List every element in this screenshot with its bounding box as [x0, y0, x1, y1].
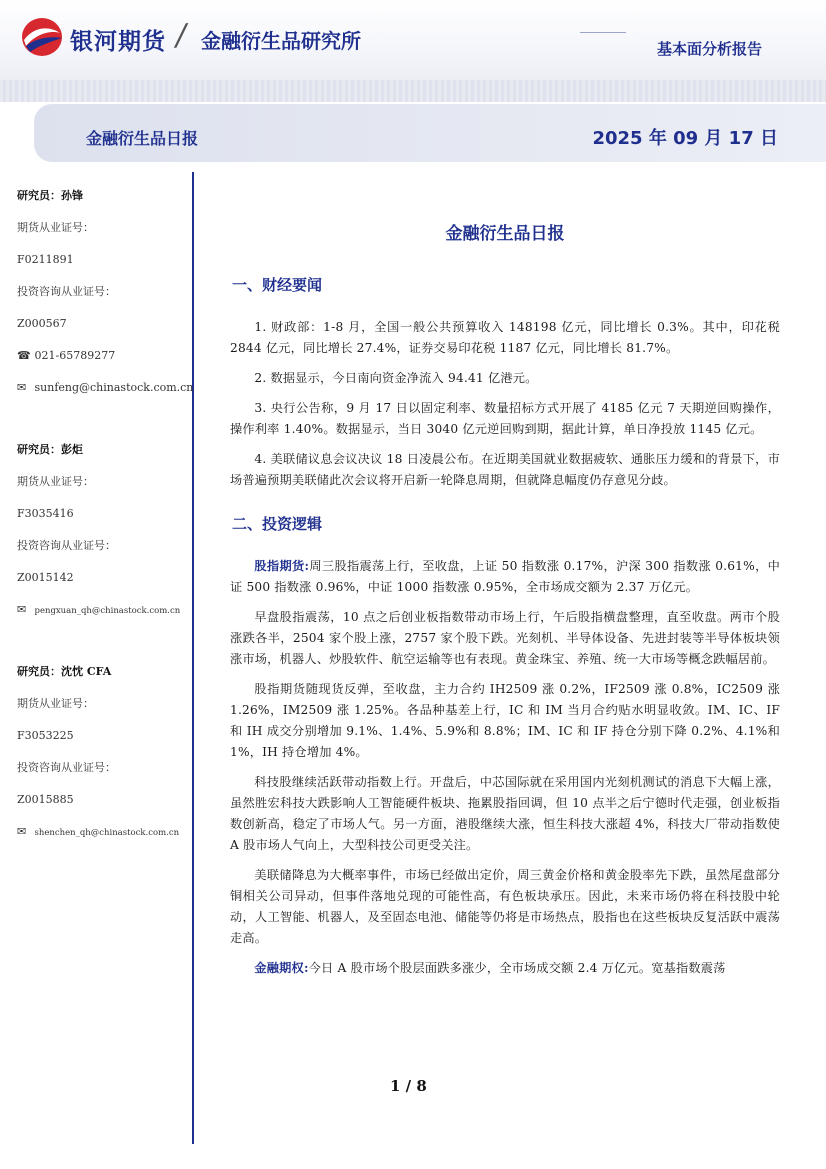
- phone-icon: ☎: [17, 349, 31, 362]
- body-paragraph: 美联储降息为大概率事件，市场已经做出定价，周三黄金价格和黄金股率先下跌，虽然尾盘部分铜相关公司异动，但事件落地兑现的可能性高，有色板块承压。因此，未来市场仍将在科技股中轮动，人工智能、机器人，及至固态电池、储能等仍将是市场热点，股指也在这些板块反复活跃中震荡走高。: [230, 868, 780, 945]
- body-paragraph: 科技股继续活跃带动指数上行。开盘后，中芯国际就在采用国内光刻机测试的消息下大幅上涨，虽然胜宏科技大跌影响人工智能硬件板块、拖累股指回调，但 10 点半之后宁德时代走强，创业板指数创新高，稳定了市场人气。另一方面，港股继续大涨，恒生科技大涨超 4%，科技大厂带动指数使 A 股市场人气向上，大型科技公司更受关注。: [230, 775, 780, 852]
- brand-name: 银河期货: [70, 29, 166, 55]
- report-body: [230, 215, 780, 988]
- options-label: 金融期权:: [254, 961, 309, 975]
- futures-license-label: 期货从业证号：: [17, 475, 94, 488]
- analyst-name: 研究员：彭炬: [17, 443, 83, 456]
- analyst-name: 研究员：沈忱 CFA: [17, 665, 112, 678]
- futures-license-number: F0211891: [17, 253, 74, 266]
- news-item: 1. 财政部：1-8 月，全国一般公共预算收入 148198 亿元，同比增长 0.3%。其中，印花税 2844 亿元，同比增长 27.4%，证券交易印花税 1187 亿元，同比增长 81.7%。: [230, 320, 780, 355]
- header-divider: [580, 32, 626, 33]
- page-number: 1 / 8: [390, 1077, 427, 1095]
- institute-name: 金融衍生品研究所: [201, 29, 361, 53]
- report-series-title: 金融衍生品日报: [86, 129, 199, 148]
- consult-license-number: Z0015142: [17, 571, 74, 584]
- futures-license-label: 期货从业证号：: [17, 697, 94, 710]
- email-row: [17, 602, 185, 634]
- options-paragraph: [230, 958, 780, 979]
- consult-license-label: 投资咨询从业证号：: [17, 539, 116, 552]
- phone-number: 021-65789277: [34, 349, 116, 362]
- email-row: [17, 824, 185, 856]
- email-address[interactable]: pengxuan_qh@chinastock.com.cn: [34, 606, 181, 616]
- futures-license-number: F3035416: [17, 507, 74, 520]
- envelope-icon: ✉: [17, 381, 27, 394]
- envelope-icon: ✉: [17, 603, 27, 616]
- news-item: 2. 数据显示，今日南向资金净流入 94.41 亿港元。: [254, 371, 538, 385]
- report-type: 基本面分析报告: [656, 40, 762, 58]
- index-futures-paragraph: [230, 556, 780, 598]
- index-futures-label: 股指期货:: [254, 559, 310, 573]
- consult-license-number: Z000567: [17, 317, 67, 330]
- analyst-block: [17, 664, 185, 856]
- header-stripe: [0, 80, 826, 102]
- section-heading-logic: 二、投资逻辑: [232, 515, 323, 533]
- index-futures-text: 周三股指震荡上行，至收盘，上证 50 指数涨 0.17%，沪深 300 指数涨 0.61%，中证 500 指数涨 0.96%，中证 1000 指数涨 0.95%，全市场成交额为 2.37 万亿元。: [230, 559, 780, 594]
- consult-license-label: 投资咨询从业证号：: [17, 761, 116, 774]
- consult-license-number: Z0015885: [17, 793, 74, 806]
- envelope-icon: ✉: [17, 825, 27, 838]
- email-address[interactable]: shenchen_qh@chinastock.com.cn: [34, 828, 180, 838]
- body-paragraph: 股指期货随现货反弹，至收盘，主力合约 IH2509 涨 0.2%，IF2509 涨 0.8%，IC2509 涨 1.26%，IM2509 涨 1.25%。各品种基差上行，IC 和 IM 当月合约贴水明显收敛。IM、IC、IF 和 IH 成交分别增加 9.1%、1.4%、5.9%和 8.8%；IM、IC 和 IF 持仓分别下降 0.2%、4.1%和 1%，IH 持仓增加 4%。: [230, 682, 780, 759]
- report-date: 2025 年 09 月 17 日: [592, 128, 778, 149]
- galaxy-logo-icon: [20, 16, 64, 58]
- vertical-divider: [192, 172, 194, 1144]
- news-item: 3. 央行公告称，9 月 17 日以固定利率、数量招标方式开展了 4185 亿元 7 天期逆回购操作，操作利率 1.40%。数据显示，当日 3040 亿元逆回购到期，据此计算，单日净投放 1145 亿元。: [230, 401, 780, 436]
- options-text: 今日 A 股市场个股层面跌多涨少，全市场成交额 2.4 万亿元。宽基指数震荡: [308, 961, 726, 975]
- analyst-name: 研究员：孙锋: [17, 189, 83, 202]
- email-row: [17, 380, 194, 412]
- section-heading-news: 一、财经要闻: [232, 276, 323, 294]
- body-paragraph: 早盘股指震荡，10 点之后创业板指数带动市场上行，午后股指横盘整理，直至收盘。两市个股涨跌各半，2504 家个股上涨，2757 家个股下跌。光刻机、半导体设备、先进封装等半导体板块领涨市场，机器人、炒股软件、航空运输等也有表现。黄金珠宝、养殖、统一大市场等概念跌幅居前。: [230, 610, 780, 666]
- email-address[interactable]: sunfeng@chinastock.com.cn: [34, 381, 194, 394]
- futures-license-number: F3053225: [17, 729, 74, 742]
- header-separator: /: [172, 18, 190, 53]
- consult-license-label: 投资咨询从业证号：: [17, 285, 116, 298]
- phone-row: [17, 348, 185, 380]
- analyst-block: [17, 442, 185, 634]
- news-item: 4. 美联储议息会议决议 18 日凌晨公布。在近期美国就业数据疲软、通胀压力缓和的背景下，市场普遍预期美联储此次会议将开启新一轮降息周期，但就降息幅度仍存意见分歧。: [230, 452, 780, 487]
- analyst-sidebar: [17, 188, 194, 886]
- analyst-block: [17, 188, 194, 412]
- futures-license-label: 期货从业证号：: [17, 221, 94, 234]
- document-title: 金融衍生品日报: [445, 224, 565, 244]
